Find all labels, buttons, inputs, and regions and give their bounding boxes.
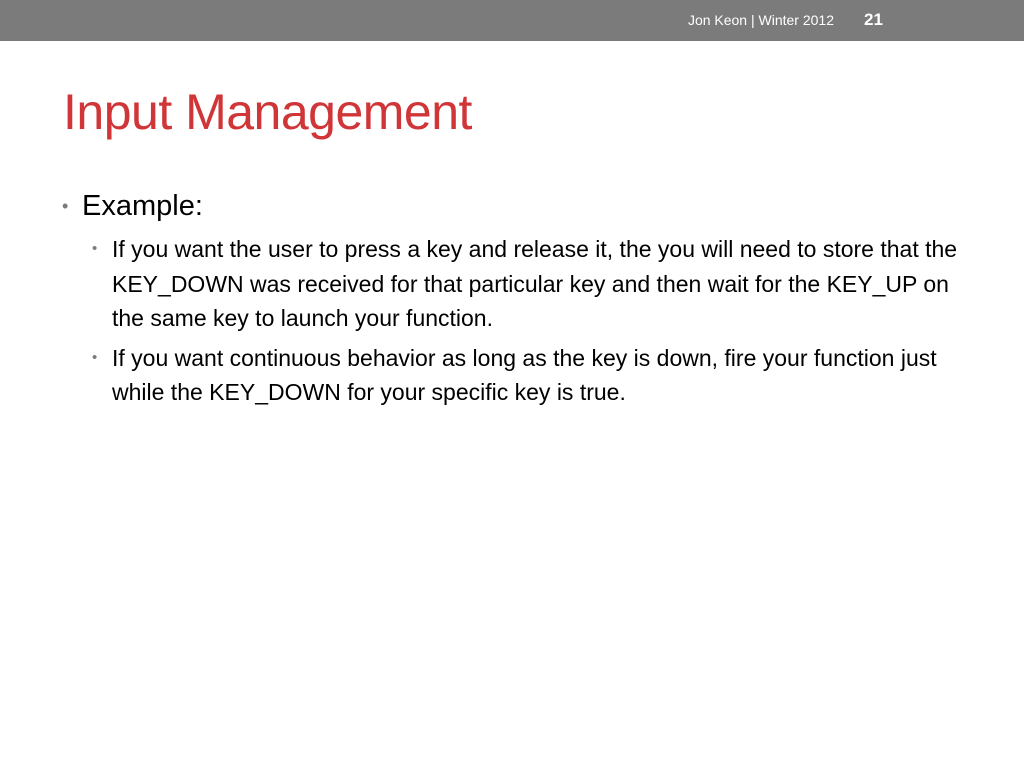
slide-number: 21 [864, 10, 883, 29]
bullet-text: Example: [82, 190, 203, 222]
sub-bullet-text: If you want the user to press a key and release it, the you will need to store that the KEY_DOWN was received for that particular key and then wait for the KEY_UP on the same key to launch your function. [112, 236, 958, 331]
sub-bullet-item [92, 232, 962, 336]
sub-bullet-list [62, 232, 962, 410]
sub-bullet-icon: • [92, 348, 98, 366]
footer-text: Jon Keon | Winter 2012 [687, 12, 834, 28]
sub-bullet-text: If you want continuous behavior as long as the key is down, fire your function just while the KEY_DOWN for your specific key is true. [112, 344, 937, 405]
bullet-icon: • [62, 196, 69, 216]
top-bar [0, 0, 1024, 41]
sub-bullet-item [92, 341, 962, 410]
bullet-item [62, 188, 962, 224]
slide-content [62, 188, 962, 415]
slide-title: Input Management [63, 84, 472, 140]
sub-bullet-icon: • [92, 240, 98, 257]
